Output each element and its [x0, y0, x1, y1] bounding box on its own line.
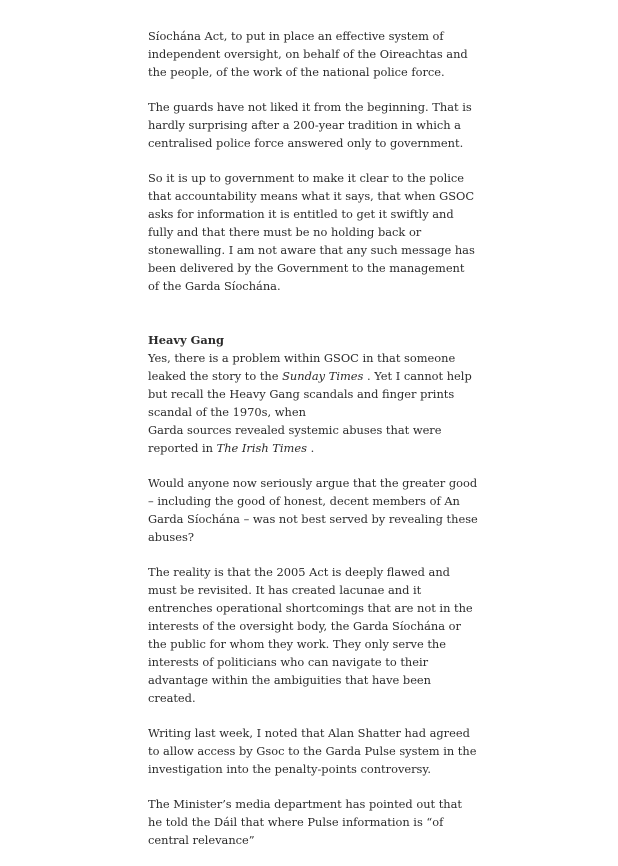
- paragraph-text: . Yet I cannot help but recall the Heavy Gang scandals and finger prints scandal of the 1970s, when: [148, 369, 472, 419]
- paragraph-guards: The guards have not liked it from the beginning. That is hardly surprising after a 200-year tradition in which a centralised police force answered only to government.: [148, 100, 472, 150]
- paragraph-garda-sources: [148, 421, 478, 457]
- paragraph-gsoc-leak: [148, 349, 478, 421]
- article-body: [148, 27, 478, 866]
- publication-name: Sunday Times: [282, 369, 364, 383]
- paragraph-text: Yes, there is a problem within GSOC in that someone leaked the story to the: [148, 351, 456, 383]
- paragraph-text: .: [306, 441, 315, 455]
- publication-name: The Irish Times: [216, 441, 307, 455]
- section-heading: Heavy Gang: [148, 333, 224, 347]
- paragraph-minister: The Minister’s media department has pointed out that he told the Dáil that where Pulse information is “of central relevance”: [148, 797, 463, 847]
- paragraph-text: Garda sources revealed systemic abuses that were reported in: [148, 423, 442, 455]
- paragraph-government: So it is up to government to make it clear to the police that accountability means what it says, that when GSOC asks for information it is entitled to get it swiftly and fully and that there must be no holding back or stonewalling. I am not aware that any such message has been delivered by the Government to the management of the Garda Síochána.: [148, 171, 475, 293]
- paragraph-oversight: Síochána Act, to put in place an effective system of independent oversight, on behalf of the Oireachtas and the people, of the work of the national police force.: [148, 29, 468, 79]
- paragraph-greater-good: Would anyone now seriously argue that the greater good – including the good of honest, decent members of An Garda Síochána – was not best served by revealing these abuses?: [148, 476, 478, 544]
- paragraph-pulse-access: Writing last week, I noted that Alan Shatter had agreed to allow access by Gsoc to the Garda Pulse system in the investigation into the penalty-points controversy.: [148, 726, 477, 776]
- paragraph-reality: The reality is that the 2005 Act is deeply flawed and must be revisited. It has created lacunae and it entrenches operational shortcomings that are not in the interests of the oversight body, the Garda Síochána or the public for whom they work. They only serve the interests of politicians who can navigate to their advantage within the ambiguities that have been created.: [148, 565, 473, 705]
